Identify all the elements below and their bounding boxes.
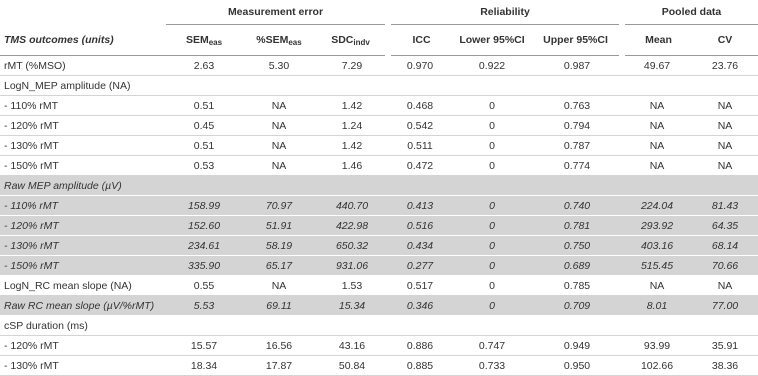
mean-value: NA bbox=[622, 136, 692, 156]
percent-sem-value: NA bbox=[242, 136, 316, 156]
row-label: - 150% rMT bbox=[0, 256, 166, 276]
mean-value bbox=[622, 76, 692, 96]
percent-sem-value: 65.17 bbox=[242, 256, 316, 276]
upper-ci-value bbox=[532, 76, 622, 96]
icc-value: 0.516 bbox=[388, 216, 452, 236]
percent-sem-value: 70.97 bbox=[242, 196, 316, 216]
group-header-row bbox=[0, 0, 758, 25]
sem-value: 5.53 bbox=[166, 296, 242, 316]
column-header-outcomes: TMS outcomes (units) bbox=[0, 25, 166, 56]
column-header-percent-sem bbox=[242, 25, 316, 56]
sdc-value: 650.32 bbox=[316, 236, 388, 256]
icc-value: 0.277 bbox=[388, 256, 452, 276]
upper-ci-value: 0.689 bbox=[532, 256, 622, 276]
upper-ci-value: 0.774 bbox=[532, 156, 622, 176]
percent-sem-value: NA bbox=[242, 116, 316, 136]
icc-value: 0.970 bbox=[388, 56, 452, 76]
sdc-value: 1.53 bbox=[316, 276, 388, 296]
lower-ci-value: 0.922 bbox=[452, 56, 532, 76]
lower-ci-value: 0 bbox=[452, 296, 532, 316]
sem-value: 18.34 bbox=[166, 356, 242, 376]
column-header-sem bbox=[166, 25, 242, 56]
icc-value: 0.468 bbox=[388, 96, 452, 116]
table-row bbox=[0, 176, 758, 196]
upper-ci-value: 0.781 bbox=[532, 216, 622, 236]
table-row bbox=[0, 136, 758, 156]
cv-value: NA bbox=[692, 96, 758, 116]
percent-sem-value: NA bbox=[242, 276, 316, 296]
upper-ci-value bbox=[532, 176, 622, 196]
upper-ci-value: 0.763 bbox=[532, 96, 622, 116]
table-row bbox=[0, 256, 758, 276]
icc-value: 0.413 bbox=[388, 196, 452, 216]
cv-value bbox=[692, 76, 758, 96]
row-label: - 120% rMT bbox=[0, 216, 166, 236]
upper-ci-value: 0.785 bbox=[532, 276, 622, 296]
table-row bbox=[0, 116, 758, 136]
lower-ci-value: 0.733 bbox=[452, 356, 532, 376]
sdc-value: 7.29 bbox=[316, 56, 388, 76]
sem-value bbox=[166, 76, 242, 96]
mean-value: 102.66 bbox=[622, 356, 692, 376]
mean-value: 224.04 bbox=[622, 196, 692, 216]
group-header-measurement-error: Measurement error bbox=[166, 0, 388, 25]
column-header-upper-ci: Upper 95%CI bbox=[532, 25, 622, 56]
mean-value: 515.45 bbox=[622, 256, 692, 276]
row-label: Raw RC mean slope (µV/%rMT) bbox=[0, 296, 166, 316]
sdc-value: 931.06 bbox=[316, 256, 388, 276]
cv-value bbox=[692, 176, 758, 196]
row-label: - 150% rMT bbox=[0, 156, 166, 176]
upper-ci-value: 0.987 bbox=[532, 56, 622, 76]
column-header-row bbox=[0, 25, 758, 56]
row-label: - 130% rMT bbox=[0, 236, 166, 256]
row-label: LogN_MEP amplitude (NA) bbox=[0, 76, 166, 96]
cv-value: 64.35 bbox=[692, 216, 758, 236]
sdc-value: 50.84 bbox=[316, 356, 388, 376]
mean-value: 293.92 bbox=[622, 216, 692, 236]
lower-ci-value: 0 bbox=[452, 256, 532, 276]
cv-value: 81.43 bbox=[692, 196, 758, 216]
upper-ci-value: 0.794 bbox=[532, 116, 622, 136]
row-label: - 110% rMT bbox=[0, 96, 166, 116]
sdc-value bbox=[316, 76, 388, 96]
group-header-empty bbox=[0, 0, 166, 25]
upper-ci-value: 0.787 bbox=[532, 136, 622, 156]
cv-value: NA bbox=[692, 116, 758, 136]
lower-ci-value: 0 bbox=[452, 196, 532, 216]
sem-value: 0.45 bbox=[166, 116, 242, 136]
percent-sem-value: 58.19 bbox=[242, 236, 316, 256]
table-body bbox=[0, 56, 758, 376]
table-row bbox=[0, 156, 758, 176]
lower-ci-value bbox=[452, 76, 532, 96]
group-header-reliability: Reliability bbox=[388, 0, 622, 25]
sdc-value: 15.34 bbox=[316, 296, 388, 316]
percent-sem-value: NA bbox=[242, 96, 316, 116]
lower-ci-value: 0 bbox=[452, 116, 532, 136]
icc-value: 0.517 bbox=[388, 276, 452, 296]
percent-sem-value bbox=[242, 176, 316, 196]
upper-ci-value bbox=[532, 316, 622, 336]
mean-value: NA bbox=[622, 96, 692, 116]
icc-value: 0.434 bbox=[388, 236, 452, 256]
row-label: rMT (%MSO) bbox=[0, 56, 166, 76]
table-row bbox=[0, 336, 758, 356]
sdc-value bbox=[316, 176, 388, 196]
row-label: - 130% rMT bbox=[0, 136, 166, 156]
cv-value: NA bbox=[692, 276, 758, 296]
sem-value: 0.51 bbox=[166, 96, 242, 116]
row-label: - 120% rMT bbox=[0, 116, 166, 136]
icc-value bbox=[388, 176, 452, 196]
row-label: LogN_RC mean slope (NA) bbox=[0, 276, 166, 296]
cv-value bbox=[692, 316, 758, 336]
sdc-value: 422.98 bbox=[316, 216, 388, 236]
sem-value: 0.53 bbox=[166, 156, 242, 176]
percent-sem-value bbox=[242, 76, 316, 96]
mean-value bbox=[622, 176, 692, 196]
column-header-percent-sem-sub: eas bbox=[288, 37, 302, 47]
icc-value: 0.511 bbox=[388, 136, 452, 156]
lower-ci-value: 0 bbox=[452, 216, 532, 236]
mean-value: NA bbox=[622, 276, 692, 296]
group-header-pooled-data: Pooled data bbox=[622, 0, 758, 25]
sem-value bbox=[166, 176, 242, 196]
percent-sem-value: 16.56 bbox=[242, 336, 316, 356]
icc-value bbox=[388, 76, 452, 96]
icc-value: 0.542 bbox=[388, 116, 452, 136]
icc-value: 0.886 bbox=[388, 336, 452, 356]
percent-sem-value: NA bbox=[242, 156, 316, 176]
mean-value bbox=[622, 316, 692, 336]
upper-ci-value: 0.950 bbox=[532, 356, 622, 376]
icc-value: 0.885 bbox=[388, 356, 452, 376]
lower-ci-value: 0 bbox=[452, 236, 532, 256]
upper-ci-value: 0.709 bbox=[532, 296, 622, 316]
lower-ci-value bbox=[452, 176, 532, 196]
column-header-mean: Mean bbox=[622, 25, 692, 56]
cv-value: 70.66 bbox=[692, 256, 758, 276]
column-header-sdc-sub: indv bbox=[353, 37, 370, 47]
table-row bbox=[0, 276, 758, 296]
sem-value: 0.51 bbox=[166, 136, 242, 156]
sem-value: 158.99 bbox=[166, 196, 242, 216]
lower-ci-value: 0.747 bbox=[452, 336, 532, 356]
icc-value: 0.346 bbox=[388, 296, 452, 316]
icc-value: 0.472 bbox=[388, 156, 452, 176]
sdc-value: 1.24 bbox=[316, 116, 388, 136]
sdc-value: 43.16 bbox=[316, 336, 388, 356]
table-row bbox=[0, 296, 758, 316]
row-label: - 130% rMT bbox=[0, 356, 166, 376]
cv-value: 38.36 bbox=[692, 356, 758, 376]
sem-value: 152.60 bbox=[166, 216, 242, 236]
sem-value bbox=[166, 316, 242, 336]
sem-value: 0.55 bbox=[166, 276, 242, 296]
table-row bbox=[0, 356, 758, 376]
table-row bbox=[0, 236, 758, 256]
column-header-sdc-base: SDC bbox=[331, 33, 354, 46]
percent-sem-value: 5.30 bbox=[242, 56, 316, 76]
table-row bbox=[0, 316, 758, 336]
table-row bbox=[0, 216, 758, 236]
column-header-percent-sem-base: %SEM bbox=[256, 33, 289, 46]
cv-value: 35.91 bbox=[692, 336, 758, 356]
lower-ci-value: 0 bbox=[452, 276, 532, 296]
column-header-sem-base: SEM bbox=[185, 33, 209, 46]
table-row bbox=[0, 196, 758, 216]
sem-value: 335.90 bbox=[166, 256, 242, 276]
lower-ci-value: 0 bbox=[452, 136, 532, 156]
mean-value: 49.67 bbox=[622, 56, 692, 76]
mean-value: 403.16 bbox=[622, 236, 692, 256]
mean-value: NA bbox=[622, 156, 692, 176]
lower-ci-value: 0 bbox=[452, 156, 532, 176]
percent-sem-value: 17.87 bbox=[242, 356, 316, 376]
column-header-lower-ci: Lower 95%CI bbox=[452, 25, 532, 56]
lower-ci-value bbox=[452, 316, 532, 336]
row-label: - 110% rMT bbox=[0, 196, 166, 216]
upper-ci-value: 0.740 bbox=[532, 196, 622, 216]
column-header-sem-sub: eas bbox=[208, 37, 223, 47]
table-row bbox=[0, 96, 758, 116]
lower-ci-value: 0 bbox=[452, 96, 532, 116]
table-row bbox=[0, 76, 758, 96]
sdc-value: 1.46 bbox=[316, 156, 388, 176]
sem-value: 15.57 bbox=[166, 336, 242, 356]
cv-value: 23.76 bbox=[692, 56, 758, 76]
row-label: cSP duration (ms) bbox=[0, 316, 166, 336]
upper-ci-value: 0.750 bbox=[532, 236, 622, 256]
column-header-sdc bbox=[316, 25, 388, 56]
mean-value: 93.99 bbox=[622, 336, 692, 356]
cv-value: 77.00 bbox=[692, 296, 758, 316]
sdc-value bbox=[316, 316, 388, 336]
upper-ci-value: 0.949 bbox=[532, 336, 622, 356]
cv-value: NA bbox=[692, 136, 758, 156]
icc-value bbox=[388, 316, 452, 336]
cv-value: NA bbox=[692, 156, 758, 176]
column-header-icc: ICC bbox=[388, 25, 452, 56]
mean-value: 8.01 bbox=[622, 296, 692, 316]
cv-value: 68.14 bbox=[692, 236, 758, 256]
mean-value: NA bbox=[622, 116, 692, 136]
sem-value: 2.63 bbox=[166, 56, 242, 76]
sem-value: 234.61 bbox=[166, 236, 242, 256]
sdc-value: 1.42 bbox=[316, 96, 388, 116]
sdc-value: 440.70 bbox=[316, 196, 388, 216]
table-row bbox=[0, 56, 758, 76]
percent-sem-value: 51.91 bbox=[242, 216, 316, 236]
percent-sem-value bbox=[242, 316, 316, 336]
column-header-cv: CV bbox=[692, 25, 758, 56]
sdc-value: 1.42 bbox=[316, 136, 388, 156]
row-label: - 120% rMT bbox=[0, 336, 166, 356]
row-label: Raw MEP amplitude (µV) bbox=[0, 176, 166, 196]
percent-sem-value: 69.11 bbox=[242, 296, 316, 316]
